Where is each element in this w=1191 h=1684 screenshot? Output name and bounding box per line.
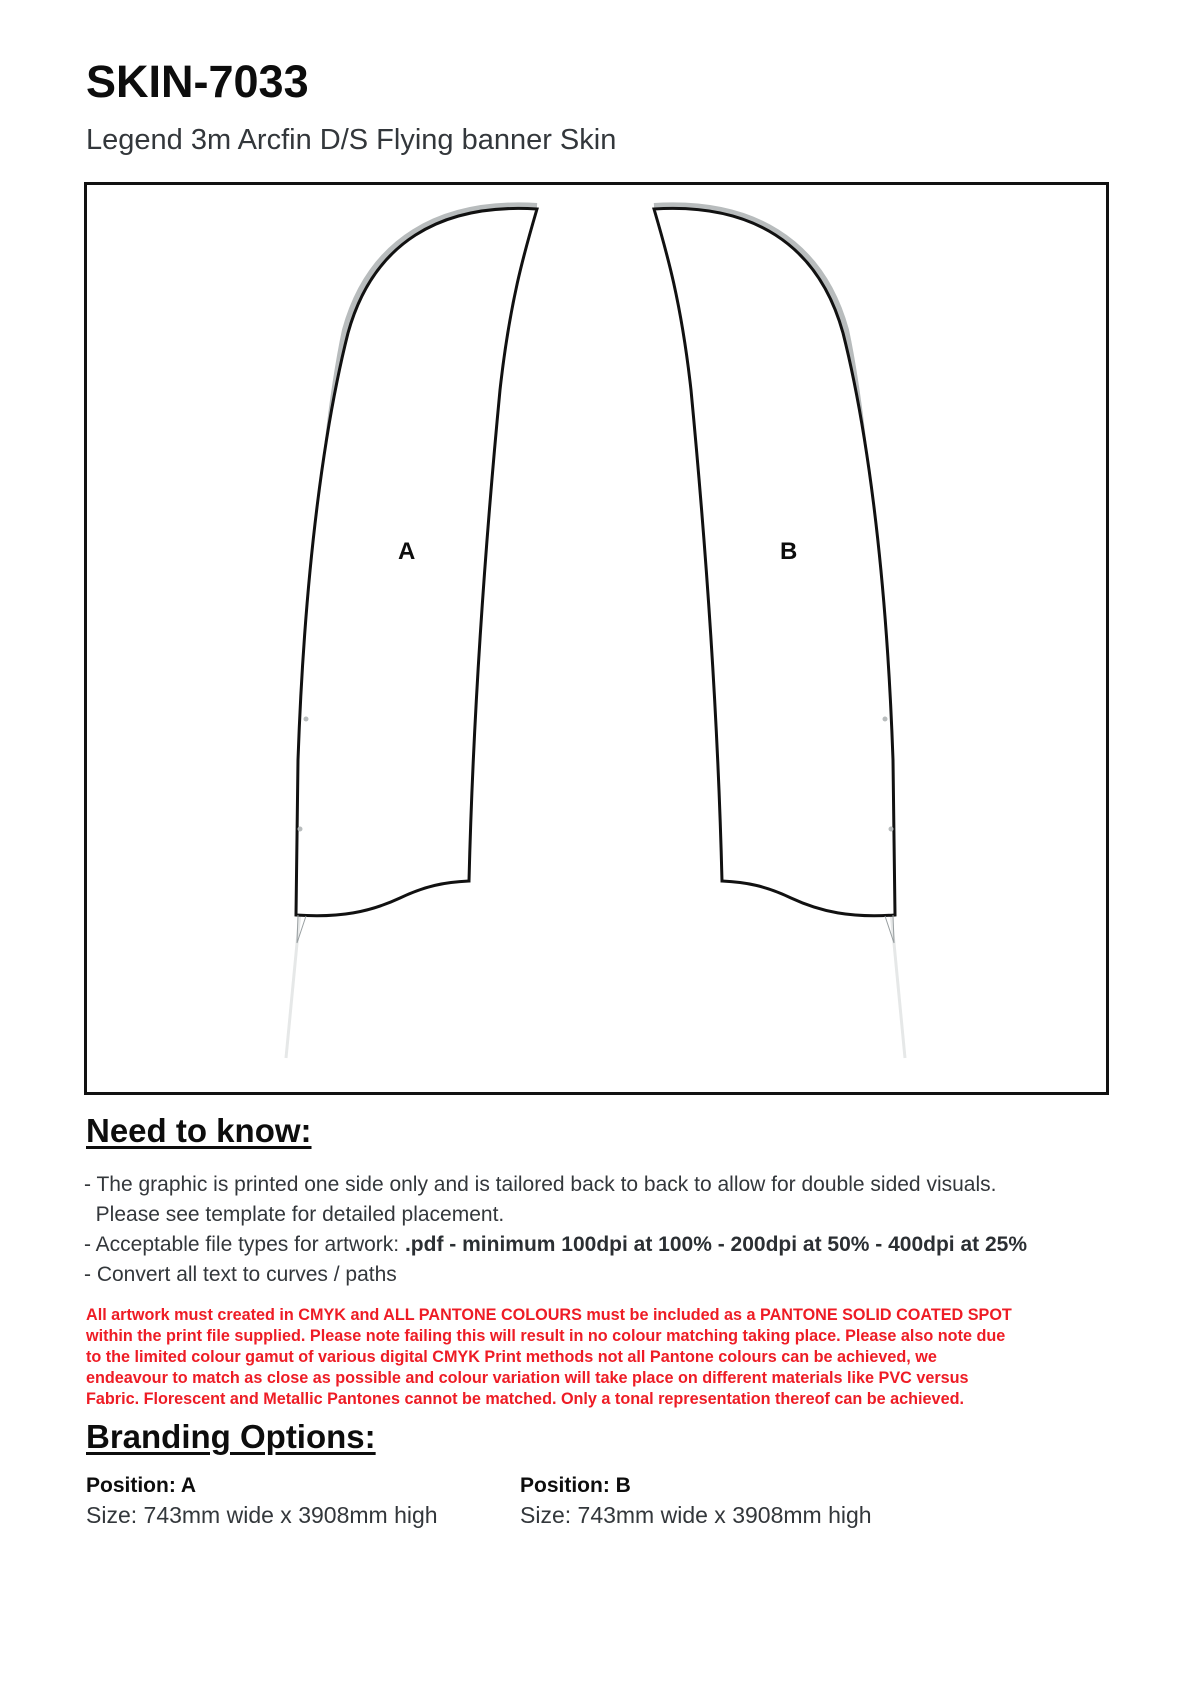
warning-line: within the print file supplied. Please note failing this will result in no colour matching taking place. Please also note due — [86, 1327, 1006, 1345]
banner-panel-a — [286, 205, 537, 1058]
warning-line: endeavour to match as close as possible and colour variation will take place on different materials like PVC versus — [86, 1369, 969, 1387]
pole-a — [286, 912, 300, 1058]
position-size: Size: 743mm wide x 3908mm high — [520, 1502, 872, 1528]
list-item-text: - Convert all text to curves / paths — [84, 1263, 397, 1286]
colour-warning-notice — [86, 1305, 1116, 1410]
branding-options-heading: Branding Options: — [86, 1418, 376, 1455]
list-item-text: Please see template for detailed placement. — [84, 1203, 505, 1226]
panel-label-a: A — [398, 538, 416, 565]
list-item — [84, 1170, 1027, 1200]
branding-position-a — [86, 1472, 438, 1530]
list-item — [84, 1200, 1027, 1230]
pole-b — [891, 912, 905, 1058]
warning-line: All artwork must created in CMYK and ALL PANTONE COLOURS must be included as a PANTONE SOLID COATED SPOT — [86, 1306, 1012, 1324]
product-code-title: SKIN-7033 — [86, 56, 309, 107]
warning-line: Fabric. Florescent and Metallic Pantones cannot be matched. Only a tonal representation thereof can be achieved. — [86, 1390, 964, 1408]
position-size: Size: 743mm wide x 3908mm high — [86, 1502, 438, 1528]
grommet-b-1 — [883, 717, 888, 722]
grommet-a-2 — [298, 827, 303, 832]
position-label: Position: B — [520, 1474, 631, 1497]
grommet-b-2 — [889, 827, 894, 832]
banner-outline-a — [296, 208, 537, 915]
need-to-know-list — [84, 1170, 1027, 1290]
list-item-text: - The graphic is printed one side only and is tailored back to back to allow for double sided visuals. — [84, 1173, 997, 1196]
list-item — [84, 1230, 1027, 1260]
product-subtitle: Legend 3m Arcfin D/S Flying banner Skin — [86, 124, 617, 156]
need-to-know-heading: Need to know: — [86, 1112, 312, 1149]
list-item — [84, 1260, 1027, 1290]
warning-line: to the limited colour gamut of various digital CMYK Print methods not all Pantone colours can be achieved, we — [86, 1348, 937, 1366]
template-diagram-frame — [84, 182, 1109, 1095]
panel-label-b: B — [780, 538, 798, 565]
file-spec-bold: .pdf - minimum 100dpi at 100% - 200dpi at 50% - 400dpi at 25% — [404, 1233, 1027, 1256]
banner-panel-b — [654, 205, 905, 1058]
branding-position-b — [520, 1472, 872, 1530]
banner-outline-b — [654, 208, 895, 915]
list-item-text: - Acceptable file types for artwork: — [84, 1233, 405, 1256]
position-label: Position: A — [86, 1474, 197, 1497]
grommet-a-1 — [304, 717, 309, 722]
